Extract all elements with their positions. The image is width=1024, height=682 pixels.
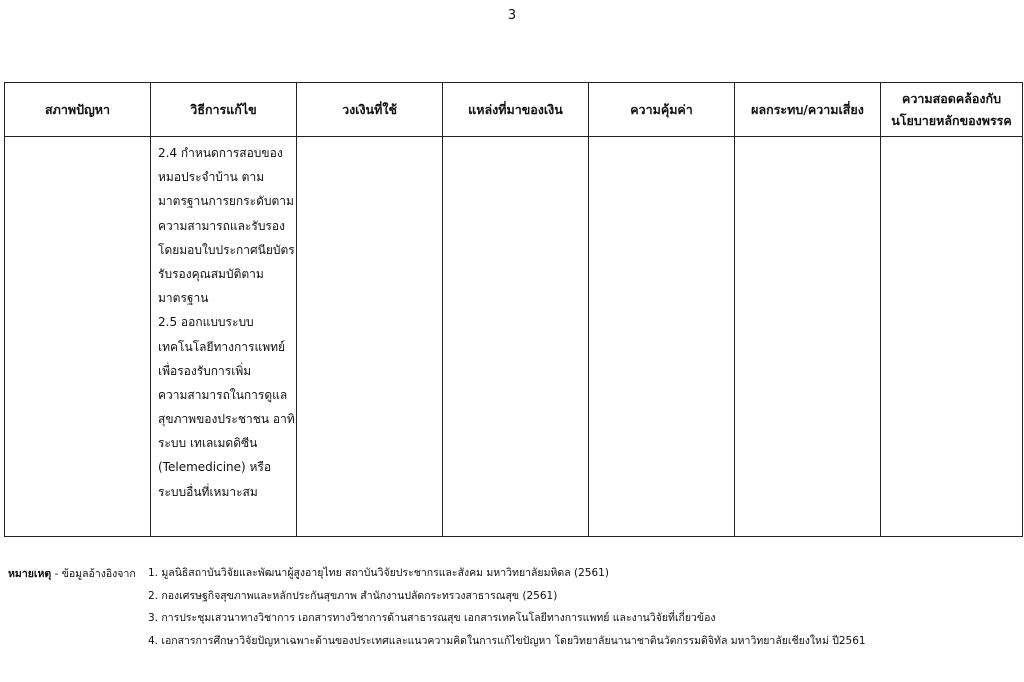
policy-table (4, 82, 1023, 537)
solution-line: สุขภาพของประชาชน อาทิ (158, 412, 295, 427)
solution-line: เพื่อรองรับการเพิ่ม (158, 363, 252, 378)
cell-problem (5, 137, 151, 537)
cell-budget (297, 137, 443, 537)
header-funding-source: แหล่งที่มาของเงิน (443, 83, 589, 137)
cell-impact-risk (735, 137, 881, 537)
solution-line: มาตรฐานการยกระดับตาม (158, 194, 294, 209)
header-policy-alignment-line-1: ความสอดคล้องกับ (901, 90, 1002, 106)
note-item: 4. เอกสารการศึกษาวิจัยปัญหาเฉพาะด้านของประเทศและแนวความคิดในการแก้ไขปัญหา โดยวิทยาลัยนานาชาตินวัตกรรมดิจิทัล มหาวิทยาลัยเชียงใหม่ ปี2561 (148, 634, 866, 647)
table-header-row (5, 83, 1023, 137)
notes-label-rest: - ข้อมูลอ้างอิงจาก (51, 568, 136, 580)
solution-line: ความสามารถในการดูแล (158, 387, 288, 402)
solution-line: (Telemedicine) หรือ (158, 460, 272, 475)
cell-funding-source (443, 137, 589, 537)
header-policy-alignment (881, 83, 1023, 137)
header-solution: วิธีการแก้ไข (151, 83, 297, 137)
notes-label (8, 565, 136, 582)
note-item: 3. การประชุมเสวนาทางวิชาการ เอกสารทางวิชาการด้านสาธารณสุข เอกสารเทคโนโลยีทางการแพทย์ และงานวิจัยที่เกี่ยวข้อง (148, 612, 716, 624)
solution-line: หมอประจำบ้าน ตาม (158, 170, 265, 185)
solution-line: โดยมอบใบประกาศนียบัตร (158, 242, 295, 257)
solution-line: มาตรฐาน (158, 291, 209, 306)
header-budget: วงเงินที่ใช้ (297, 83, 443, 137)
table-row (5, 137, 1023, 537)
header-impact-risk: ผลกระทบ/ความเสี่ยง (735, 83, 881, 137)
solution-line: รับรองคุณสมบัติตาม (158, 266, 264, 281)
cell-value (589, 137, 735, 537)
page-number: 3 (507, 8, 517, 23)
header-problem: สภาพปัญหา (5, 83, 151, 137)
notes-list (148, 565, 866, 655)
cell-solution (151, 137, 297, 537)
solution-line: ระบบอื่นที่เหมาะสม (158, 484, 258, 499)
solution-line: ระบบ เทเลเมดดิซีน (158, 436, 258, 451)
solution-line: ความสามารถและรับรอง (158, 218, 285, 233)
notes-label-bold: หมายเหตุ (8, 568, 52, 580)
solution-line: 2.5 ออกแบบระบบ (158, 315, 254, 330)
cell-policy-alignment (881, 137, 1023, 537)
header-value: ความคุ้มค่า (589, 83, 735, 137)
header-policy-alignment-line-2: นโยบายหลักของพรรค (891, 112, 1012, 128)
note-item: 2. กองเศรษฐกิจสุขภาพและหลักประกันสุขภาพ สำนักงานปลัดกระทรวงสาธารณสุข (2561) (148, 589, 558, 602)
solution-line: 2.4 กำหนดการสอบของ (158, 146, 283, 160)
note-item: 1. มูลนิธิสถาบันวิจัยและพัฒนาผู้สูงอายุไทย สถาบันวิจัยประชากรและสังคม มหาวิทยาลัยมหิดล (2561) (148, 567, 609, 579)
solution-text (151, 137, 296, 504)
solution-line: เทคโนโลยีทางการแพทย์ (158, 339, 286, 354)
